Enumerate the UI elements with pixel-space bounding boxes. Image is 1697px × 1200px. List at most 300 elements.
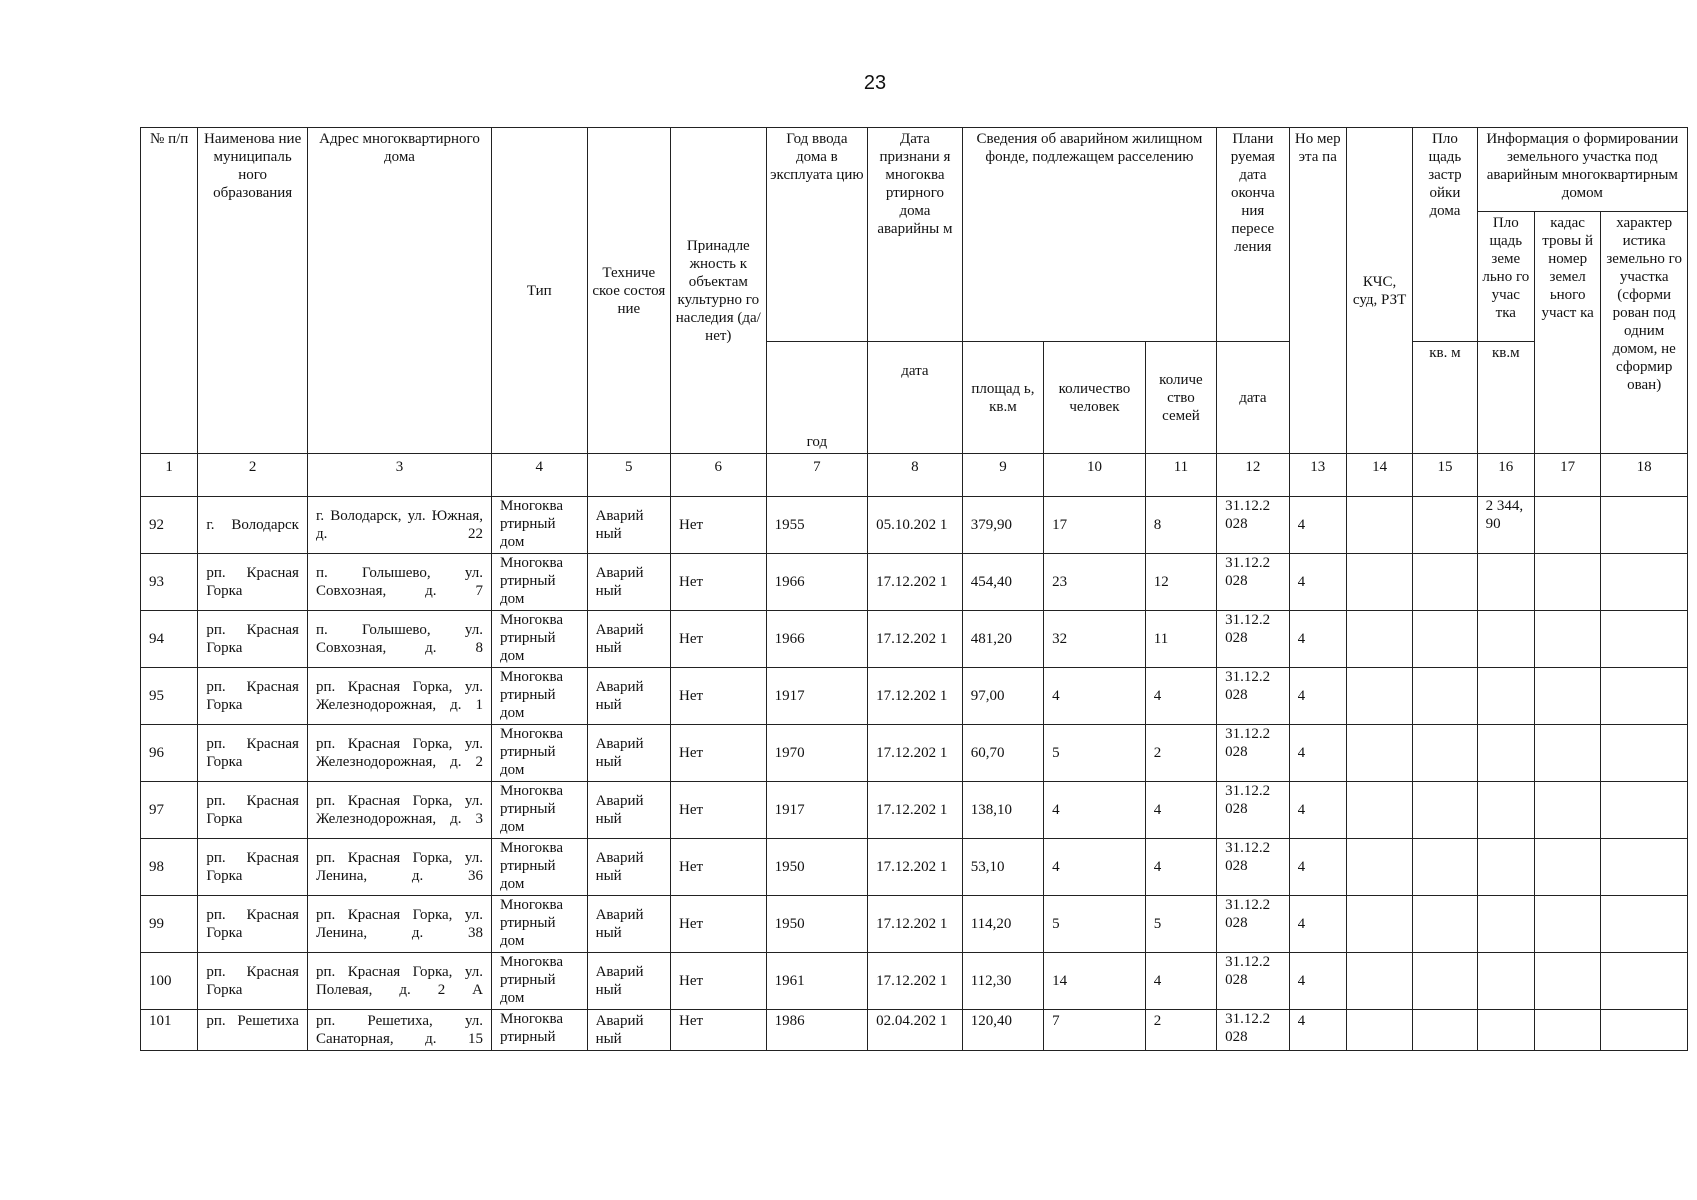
building-type: Многоква ртирный [500, 1011, 563, 1044]
stage-number-cell [1289, 839, 1346, 896]
family-count: 5 [1153, 916, 1162, 932]
municipality: рп. Красная Горка [206, 907, 299, 941]
stage-number: 4 [1297, 1013, 1306, 1029]
kchs-court-cell [1346, 668, 1412, 725]
column-number: 10 [1044, 454, 1146, 497]
built-area-cell [1413, 668, 1477, 725]
address: рп. Красная Горка, ул. Железнодорожная, д. 3 [315, 793, 484, 827]
kchs-court-cell [1346, 554, 1412, 611]
header-sub-9: площад ь, кв.м [962, 342, 1043, 454]
column-number: 9 [962, 454, 1043, 497]
family-count-cell [1145, 782, 1216, 839]
emergency-area-cell [962, 497, 1043, 554]
row-number-cell [141, 1010, 198, 1051]
plot-area-cell [1477, 554, 1534, 611]
kchs-court-cell [1346, 782, 1412, 839]
row-number-cell [141, 896, 198, 953]
kchs-court-cell [1346, 1010, 1412, 1051]
built-area-cell [1413, 896, 1477, 953]
kchs-court-cell [1346, 896, 1412, 953]
column-number: 3 [307, 454, 491, 497]
built-area-cell [1413, 839, 1477, 896]
stage-number-cell [1289, 782, 1346, 839]
heritage-flag: Нет [679, 745, 704, 761]
emergency-housing-table [140, 127, 1688, 1051]
header-col-4: Тип [492, 128, 588, 454]
column-number-row [141, 454, 1688, 497]
family-count: 12 [1153, 574, 1169, 590]
family-count-cell [1145, 725, 1216, 782]
row-number: 101 [149, 1013, 172, 1029]
municipality-cell [198, 782, 308, 839]
row-number: 98 [149, 859, 164, 875]
emergency-date: 17.12.202 1 [876, 916, 948, 932]
heritage-flag-cell [671, 554, 767, 611]
cadastral-number-cell [1534, 611, 1600, 668]
commission-year-cell [766, 953, 868, 1010]
technical-state-cell [587, 668, 670, 725]
stage-number-cell [1289, 953, 1346, 1010]
heritage-flag: Нет [679, 859, 704, 875]
commission-year: 1966 [774, 574, 805, 590]
family-count: 8 [1153, 517, 1162, 533]
family-count-cell [1145, 554, 1216, 611]
commission-year: 1966 [774, 631, 805, 647]
municipality: рп. Красная Горка [206, 679, 299, 713]
building-type-cell [492, 554, 588, 611]
people-count: 4 [1052, 859, 1060, 875]
heritage-flag-cell [671, 1010, 767, 1051]
emergency-area: 114,20 [970, 916, 1012, 932]
municipality: рп. Решетиха [206, 1013, 299, 1029]
heritage-flag: Нет [679, 916, 704, 932]
municipality-cell [198, 497, 308, 554]
built-area-cell [1413, 611, 1477, 668]
table-body [141, 497, 1688, 1051]
resettlement-end-date-cell [1217, 554, 1289, 611]
people-count: 4 [1052, 688, 1060, 704]
people-count-cell [1044, 497, 1146, 554]
people-count: 5 [1052, 745, 1060, 761]
commission-year-cell [766, 782, 868, 839]
resettlement-end-date: 31.12.2 028 [1225, 498, 1271, 532]
family-count: 4 [1153, 973, 1162, 989]
technical-state-cell [587, 896, 670, 953]
emergency-area: 138,10 [970, 802, 1012, 818]
cadastral-number-cell [1534, 782, 1600, 839]
column-number: 14 [1346, 454, 1412, 497]
family-count-cell [1145, 668, 1216, 725]
emergency-date: 17.12.202 1 [876, 631, 948, 647]
emergency-date-cell [868, 896, 963, 953]
emergency-area-cell [962, 839, 1043, 896]
header-col-9-11: Сведения об аварийном жилищном фонде, подлежащем расселению [962, 128, 1216, 342]
emergency-area: 112,30 [970, 973, 1012, 989]
row-number: 99 [149, 916, 164, 932]
row-number: 96 [149, 745, 164, 761]
resettlement-end-date-cell [1217, 782, 1289, 839]
heritage-flag: Нет [679, 574, 704, 590]
built-area-cell [1413, 554, 1477, 611]
column-number: 15 [1413, 454, 1477, 497]
heritage-flag-cell [671, 953, 767, 1010]
heritage-flag-cell [671, 611, 767, 668]
technical-state: Аварий ный [595, 1013, 644, 1046]
cadastral-number-cell [1534, 668, 1600, 725]
plot-area: 2 344, 90 [1485, 498, 1524, 532]
cadastral-number-cell [1534, 554, 1600, 611]
technical-state-cell [587, 554, 670, 611]
plot-area-cell [1477, 896, 1534, 953]
plot-characteristic-cell [1601, 497, 1688, 554]
building-type-cell [492, 725, 588, 782]
plot-characteristic-cell [1601, 839, 1688, 896]
commission-year: 1955 [774, 517, 805, 533]
family-count: 2 [1153, 1013, 1162, 1029]
header-col-13: Но мер эта па [1289, 128, 1346, 454]
table-row [141, 839, 1688, 896]
cadastral-number-cell [1534, 896, 1600, 953]
address-cell [307, 782, 491, 839]
column-number: 13 [1289, 454, 1346, 497]
header-sub-16: кв.м [1477, 342, 1534, 454]
table-row [141, 953, 1688, 1010]
resettlement-end-date-cell [1217, 839, 1289, 896]
technical-state: Аварий ный [595, 964, 644, 998]
column-number: 8 [868, 454, 963, 497]
row-number-cell [141, 497, 198, 554]
commission-year: 1950 [774, 859, 805, 875]
technical-state: Аварий ный [595, 907, 644, 941]
technical-state: Аварий ный [595, 850, 644, 884]
address-cell [307, 1010, 491, 1051]
municipality-cell [198, 668, 308, 725]
municipality: г. Володарск [206, 517, 299, 533]
emergency-area-cell [962, 782, 1043, 839]
resettlement-end-date-cell [1217, 896, 1289, 953]
address-cell [307, 896, 491, 953]
table-row [141, 896, 1688, 953]
kchs-court-cell [1346, 953, 1412, 1010]
emergency-area: 454,40 [970, 574, 1012, 590]
address: рп. Красная Горка, ул. Полевая, д. 2 А [315, 964, 484, 998]
building-type: Многоква ртирный дом [500, 726, 563, 778]
resettlement-end-date-cell [1217, 725, 1289, 782]
emergency-area-cell [962, 896, 1043, 953]
commission-year-cell [766, 554, 868, 611]
header-col-18: характер истика земельно го участка (сформи рован под одним домом, не сформир ован) [1601, 212, 1688, 454]
building-type: Многоква ртирный дом [500, 555, 563, 607]
built-area-cell [1413, 497, 1477, 554]
municipality-cell [198, 953, 308, 1010]
people-count: 7 [1052, 1013, 1060, 1029]
address: г. Володарск, ул. Южная, д. 22 [315, 508, 484, 542]
plot-area-cell [1477, 668, 1534, 725]
emergency-area: 379,90 [970, 517, 1012, 533]
building-type-cell [492, 896, 588, 953]
resettlement-end-date: 31.12.2 028 [1225, 1011, 1271, 1044]
commission-year: 1950 [774, 916, 805, 932]
heritage-flag: Нет [679, 631, 704, 647]
emergency-area-cell [962, 953, 1043, 1010]
commission-year-cell [766, 725, 868, 782]
cadastral-number-cell [1534, 497, 1600, 554]
row-number-cell [141, 611, 198, 668]
column-number: 6 [671, 454, 767, 497]
table-row [141, 782, 1688, 839]
address-cell [307, 725, 491, 782]
plot-characteristic-cell [1601, 668, 1688, 725]
building-type: Многоква ртирный дом [500, 498, 563, 550]
emergency-date: 17.12.202 1 [876, 745, 948, 761]
building-type: Многоква ртирный дом [500, 669, 563, 721]
header-col-5: Техниче ское состоя ние [587, 128, 670, 454]
emergency-date: 17.12.202 1 [876, 574, 948, 590]
building-type-cell [492, 497, 588, 554]
resettlement-end-date-cell [1217, 497, 1289, 554]
technical-state-cell [587, 782, 670, 839]
cadastral-number-cell [1534, 839, 1600, 896]
address: рп. Красная Горка, ул. Железнодорожная, д. 2 [315, 736, 484, 770]
column-number: 16 [1477, 454, 1534, 497]
heritage-flag: Нет [679, 973, 704, 989]
building-type-cell [492, 611, 588, 668]
header-col-17: кадас тровы й номер земел ьного участ ка [1534, 212, 1600, 454]
heritage-flag: Нет [679, 1013, 704, 1029]
built-area-cell [1413, 782, 1477, 839]
table-header [141, 128, 1688, 454]
building-type-cell [492, 953, 588, 1010]
municipality-cell [198, 554, 308, 611]
resettlement-end-date-cell [1217, 668, 1289, 725]
built-area-cell [1413, 1010, 1477, 1051]
resettlement-end-date-cell [1217, 953, 1289, 1010]
header-col-14: КЧС, суд, РЗТ [1346, 128, 1412, 454]
table-row [141, 611, 1688, 668]
heritage-flag: Нет [679, 517, 704, 533]
table-row [141, 554, 1688, 611]
cadastral-number-cell [1534, 953, 1600, 1010]
emergency-date: 17.12.202 1 [876, 859, 948, 875]
municipality-cell [198, 611, 308, 668]
emergency-area: 120,40 [970, 1013, 1012, 1029]
emergency-date: 17.12.202 1 [876, 973, 948, 989]
plot-characteristic-cell [1601, 953, 1688, 1010]
stage-number-cell [1289, 554, 1346, 611]
page-number: 23 [863, 72, 887, 94]
emergency-area: 53,10 [970, 859, 1005, 875]
family-count: 4 [1153, 802, 1162, 818]
address: рп. Красная Горка, ул. Ленина, д. 36 [315, 850, 484, 884]
family-count-cell [1145, 611, 1216, 668]
emergency-date-cell [868, 497, 963, 554]
column-number: 4 [492, 454, 588, 497]
emergency-date-cell [868, 725, 963, 782]
commission-year: 1917 [774, 688, 805, 704]
technical-state-cell [587, 725, 670, 782]
kchs-court-cell [1346, 497, 1412, 554]
column-number: 11 [1145, 454, 1216, 497]
family-count: 4 [1153, 688, 1162, 704]
heritage-flag-cell [671, 497, 767, 554]
header-col-2: Наименова ние муниципаль ного образования [198, 128, 308, 454]
municipality: рп. Красная Горка [206, 736, 299, 770]
commission-year: 1970 [774, 745, 805, 761]
family-count-cell [1145, 1010, 1216, 1051]
header-sub-15: кв. м [1413, 342, 1477, 454]
technical-state: Аварий ный [595, 622, 644, 656]
family-count: 11 [1153, 631, 1169, 647]
resettlement-end-date: 31.12.2 028 [1225, 897, 1271, 931]
plot-area-cell [1477, 953, 1534, 1010]
people-count-cell [1044, 839, 1146, 896]
header-col-1: № п/п [141, 128, 198, 454]
address-cell [307, 554, 491, 611]
header-col-16-18: Информация о формировании земельного участка под аварийным многоквартирным домом [1477, 128, 1687, 212]
municipality: рп. Красная Горка [206, 793, 299, 827]
family-count-cell [1145, 497, 1216, 554]
cadastral-number-cell [1534, 1010, 1600, 1051]
technical-state: Аварий ный [595, 679, 644, 713]
address: рп. Решетиха, ул. Санаторная, д. 15 [315, 1013, 484, 1046]
emergency-area: 481,20 [970, 631, 1012, 647]
family-count: 4 [1153, 859, 1162, 875]
row-number: 92 [149, 517, 164, 533]
resettlement-end-date: 31.12.2 028 [1225, 669, 1271, 703]
built-area-cell [1413, 725, 1477, 782]
row-number: 94 [149, 631, 164, 647]
municipality-cell [198, 1010, 308, 1051]
resettlement-end-date: 31.12.2 028 [1225, 726, 1271, 760]
commission-year-cell [766, 668, 868, 725]
stage-number-cell [1289, 611, 1346, 668]
header-col-3: Адрес многоквартирного дома [307, 128, 491, 454]
stage-number: 4 [1297, 802, 1306, 818]
stage-number: 4 [1297, 973, 1306, 989]
built-area-cell [1413, 953, 1477, 1010]
commission-year-cell [766, 1010, 868, 1051]
commission-year-cell [766, 896, 868, 953]
table-row [141, 1010, 1688, 1051]
technical-state: Аварий ный [595, 508, 644, 542]
column-number: 7 [766, 454, 868, 497]
technical-state-cell [587, 953, 670, 1010]
address-cell [307, 668, 491, 725]
column-number: 2 [198, 454, 308, 497]
table-row [141, 668, 1688, 725]
commission-year: 1961 [774, 973, 805, 989]
plot-area-cell [1477, 1010, 1534, 1051]
plot-area-cell [1477, 782, 1534, 839]
row-number-cell [141, 839, 198, 896]
resettlement-end-date: 31.12.2 028 [1225, 612, 1271, 646]
header-col-8: Дата признани я многоква ртирного дома аварийны м [868, 128, 963, 342]
people-count-cell [1044, 782, 1146, 839]
emergency-area-cell [962, 668, 1043, 725]
people-count: 32 [1052, 631, 1068, 647]
header-sub-12: дата [1217, 342, 1289, 454]
stage-number: 4 [1297, 859, 1306, 875]
emergency-area: 60,70 [970, 745, 1005, 761]
emergency-date-cell [868, 839, 963, 896]
municipality-cell [198, 896, 308, 953]
table-row [141, 725, 1688, 782]
kchs-court-cell [1346, 725, 1412, 782]
resettlement-end-date: 31.12.2 028 [1225, 555, 1271, 589]
row-number: 100 [149, 973, 172, 989]
resettlement-end-date-cell [1217, 611, 1289, 668]
stage-number: 4 [1297, 631, 1306, 647]
column-number: 12 [1217, 454, 1289, 497]
commission-year: 1917 [774, 802, 805, 818]
emergency-date-cell [868, 554, 963, 611]
column-number: 1 [141, 454, 198, 497]
plot-characteristic-cell [1601, 782, 1688, 839]
resettlement-end-date: 31.12.2 028 [1225, 783, 1271, 817]
plot-characteristic-cell [1601, 554, 1688, 611]
plot-area-cell [1477, 839, 1534, 896]
emergency-area: 97,00 [970, 688, 1005, 704]
emergency-date-cell [868, 1010, 963, 1051]
plot-characteristic-cell [1601, 611, 1688, 668]
emergency-date-cell [868, 611, 963, 668]
people-count-cell [1044, 953, 1146, 1010]
building-type-cell [492, 1010, 588, 1051]
address: п. Голышево, ул. Совхозная, д. 8 [315, 622, 484, 656]
column-number: 5 [587, 454, 670, 497]
header-sub-10: количество человек [1044, 342, 1146, 454]
address-cell [307, 497, 491, 554]
heritage-flag-cell [671, 725, 767, 782]
address-cell [307, 953, 491, 1010]
people-count-cell [1044, 725, 1146, 782]
people-count-cell [1044, 554, 1146, 611]
commission-year-cell [766, 839, 868, 896]
emergency-area-cell [962, 611, 1043, 668]
kchs-court-cell [1346, 611, 1412, 668]
commission-year: 1986 [774, 1013, 805, 1029]
stage-number-cell [1289, 725, 1346, 782]
kchs-court-cell [1346, 839, 1412, 896]
commission-year-cell [766, 497, 868, 554]
stage-number-cell [1289, 497, 1346, 554]
address-cell [307, 611, 491, 668]
technical-state: Аварий ный [595, 736, 644, 770]
header-col-16: Пло щадь земе льно го учас тка [1477, 212, 1534, 342]
header-sub-7: год [766, 342, 868, 454]
emergency-date: 17.12.202 1 [876, 802, 948, 818]
building-type-cell [492, 668, 588, 725]
family-count-cell [1145, 839, 1216, 896]
heritage-flag-cell [671, 839, 767, 896]
building-type: Многоква ртирный дом [500, 954, 563, 1006]
technical-state-cell [587, 611, 670, 668]
stage-number: 4 [1297, 517, 1306, 533]
people-count: 4 [1052, 802, 1060, 818]
stage-number: 4 [1297, 745, 1306, 761]
emergency-date: 05.10.202 1 [876, 517, 948, 533]
municipality: рп. Красная Горка [206, 964, 299, 998]
stage-number-cell [1289, 896, 1346, 953]
cadastral-number-cell [1534, 725, 1600, 782]
municipality: рп. Красная Горка [206, 565, 299, 599]
resettlement-end-date: 31.12.2 028 [1225, 840, 1271, 874]
resettlement-end-date-cell [1217, 1010, 1289, 1051]
technical-state-cell [587, 497, 670, 554]
municipality-cell [198, 839, 308, 896]
emergency-date: 17.12.202 1 [876, 688, 948, 704]
emergency-date-cell [868, 953, 963, 1010]
